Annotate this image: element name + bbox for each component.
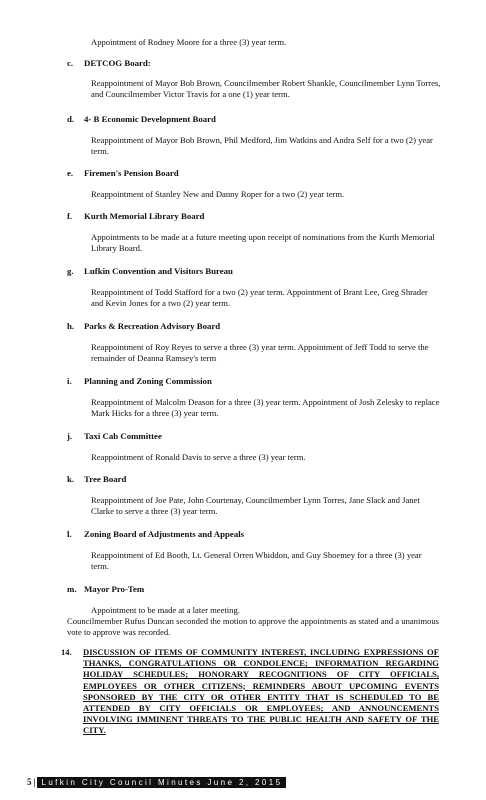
item-14-heading: DISCUSSION OF ITEMS OF COMMUNITY INTEREST, INCLUDING EXPRESSIONS OF THANKS, CONGRATULATIONS OR CONDOLENCE; INFORMATION REGARDING HOLIDAY SCHEDULES; HONORARY RECOGNITIONS OF CITY OFFICIALS, EMPLOYEES OR OTHER CITIZENS; REMINDERS ABOUT UPCOMING EVENTS SPONSORED BY THE CITY OR OTHER ENTITY THAT IS SCHEDULED TO BE ATTENDED BY CITY OFFICIALS OR EMPLOYEES; AND ANNOUNCEMENTS INVOLVING IMMINENT THREATS TO THE PUBLIC HEALTH AND SAFETY OF THE CITY. bbox=[83, 647, 439, 736]
board-letter: k. bbox=[67, 474, 75, 484]
board-text-firemen: Reappointment of Stanley New and Danny Roper for a two (2) year term. bbox=[91, 189, 345, 199]
board-letter: d. bbox=[67, 114, 75, 124]
board-heading-tree bbox=[67, 474, 126, 485]
board-text-detcog: Reappointment of Mayor Bob Brown, Councilmember Robert Shankle, Councilmember Lynn Torres, and Councilmember Victor Travis for a one (1) year term. bbox=[91, 78, 441, 99]
board-name: DETCOG Board: bbox=[84, 58, 151, 68]
board-name: Kurth Memorial Library Board bbox=[84, 211, 205, 221]
board-letter: m. bbox=[67, 584, 77, 594]
board-heading-taxi bbox=[67, 431, 162, 442]
board-heading-planning bbox=[67, 376, 212, 387]
board-heading-mayor-pro-tem bbox=[67, 584, 144, 595]
page-number: 5 bbox=[27, 777, 32, 787]
footer-label: Lufkin City Council Minutes June 2, 2015 bbox=[37, 777, 286, 788]
board-name: Tree Board bbox=[84, 474, 127, 484]
board-letter: e. bbox=[67, 168, 74, 178]
motion-paragraph: Councilmember Rufus Duncan seconded the motion to approve the appointments as stated and a unanimous vote to approve was recorded. bbox=[67, 616, 439, 637]
board-text-zoning: Reappointment of Ed Booth, Lt. General Orren Whiddon, and Guy Shoemey for a three (3) year term. bbox=[91, 550, 422, 571]
board-heading-parks bbox=[67, 321, 220, 332]
board-heading-library bbox=[67, 211, 204, 222]
board-letter: j. bbox=[67, 431, 73, 441]
board-text-library: Appointments to be made at a future meeting upon receipt of nominations from the Kurth Memorial Library Board. bbox=[91, 232, 435, 253]
board-letter: h. bbox=[67, 321, 75, 331]
footer-separator: | bbox=[33, 777, 36, 787]
board-text-planning: Reappointment of Malcolm Deason for a three (3) year term. Appointment of Josh Zelesky to replace Mark Hicks for a three (3) year term. bbox=[91, 397, 440, 418]
board-text-convention: Reappointment of Todd Stafford for a two (2) year term. Appointment of Brant Lee, Greg Shrader and Kevin Jones for a two (2) year term. bbox=[91, 287, 428, 308]
board-name: 4- B Economic Development Board bbox=[84, 114, 216, 124]
board-heading-4b bbox=[67, 114, 216, 125]
board-text-taxi: Reappointment of Ronald Davis to serve a three (3) year term. bbox=[91, 452, 306, 462]
board-name: Taxi Cab Committee bbox=[84, 431, 162, 441]
item-number: 14. bbox=[61, 647, 72, 657]
board-name: Lufkin Convention and Visitors Bureau bbox=[84, 266, 233, 276]
board-heading-zoning bbox=[67, 529, 244, 540]
board-name: Mayor Pro-Tem bbox=[84, 584, 145, 594]
board-heading-firemen bbox=[67, 168, 179, 179]
board-letter: l. bbox=[67, 529, 72, 539]
board-name: Zoning Board of Adjustments and Appeals bbox=[84, 529, 245, 539]
board-heading-detcog bbox=[67, 58, 151, 69]
board-letter: f. bbox=[67, 211, 73, 221]
board-heading-convention bbox=[67, 266, 233, 277]
appointment-line: Appointment of Rodney Moore for a three (3) year term. bbox=[91, 37, 287, 47]
board-text-mayor-pro-tem: Appointment to be made at a later meeting. bbox=[91, 605, 240, 615]
page-footer bbox=[27, 776, 286, 788]
board-name: Parks & Recreation Advisory Board bbox=[84, 321, 221, 331]
board-letter: c. bbox=[67, 58, 74, 68]
board-text-parks: Reappointment of Roy Reyes to serve a three (3) year term. Appointment of Jeff Todd to serve the remainder of Deanna Ramsey's term bbox=[91, 342, 429, 363]
board-letter: g. bbox=[67, 266, 74, 276]
board-name: Firemen's Pension Board bbox=[84, 168, 179, 178]
board-letter: i. bbox=[67, 376, 72, 386]
board-text-4b: Reappointment of Mayor Bob Brown, Phil Medford, Jim Watkins and Andra Self for a two (2) year term. bbox=[91, 135, 433, 156]
board-name: Planning and Zoning Commission bbox=[84, 376, 212, 386]
board-text-tree: Reappointment of Joe Pate, John Courtenay, Councilmember Lynn Torres, Jane Slack and Janet Clarke to serve a three (3) year term. bbox=[91, 495, 420, 516]
